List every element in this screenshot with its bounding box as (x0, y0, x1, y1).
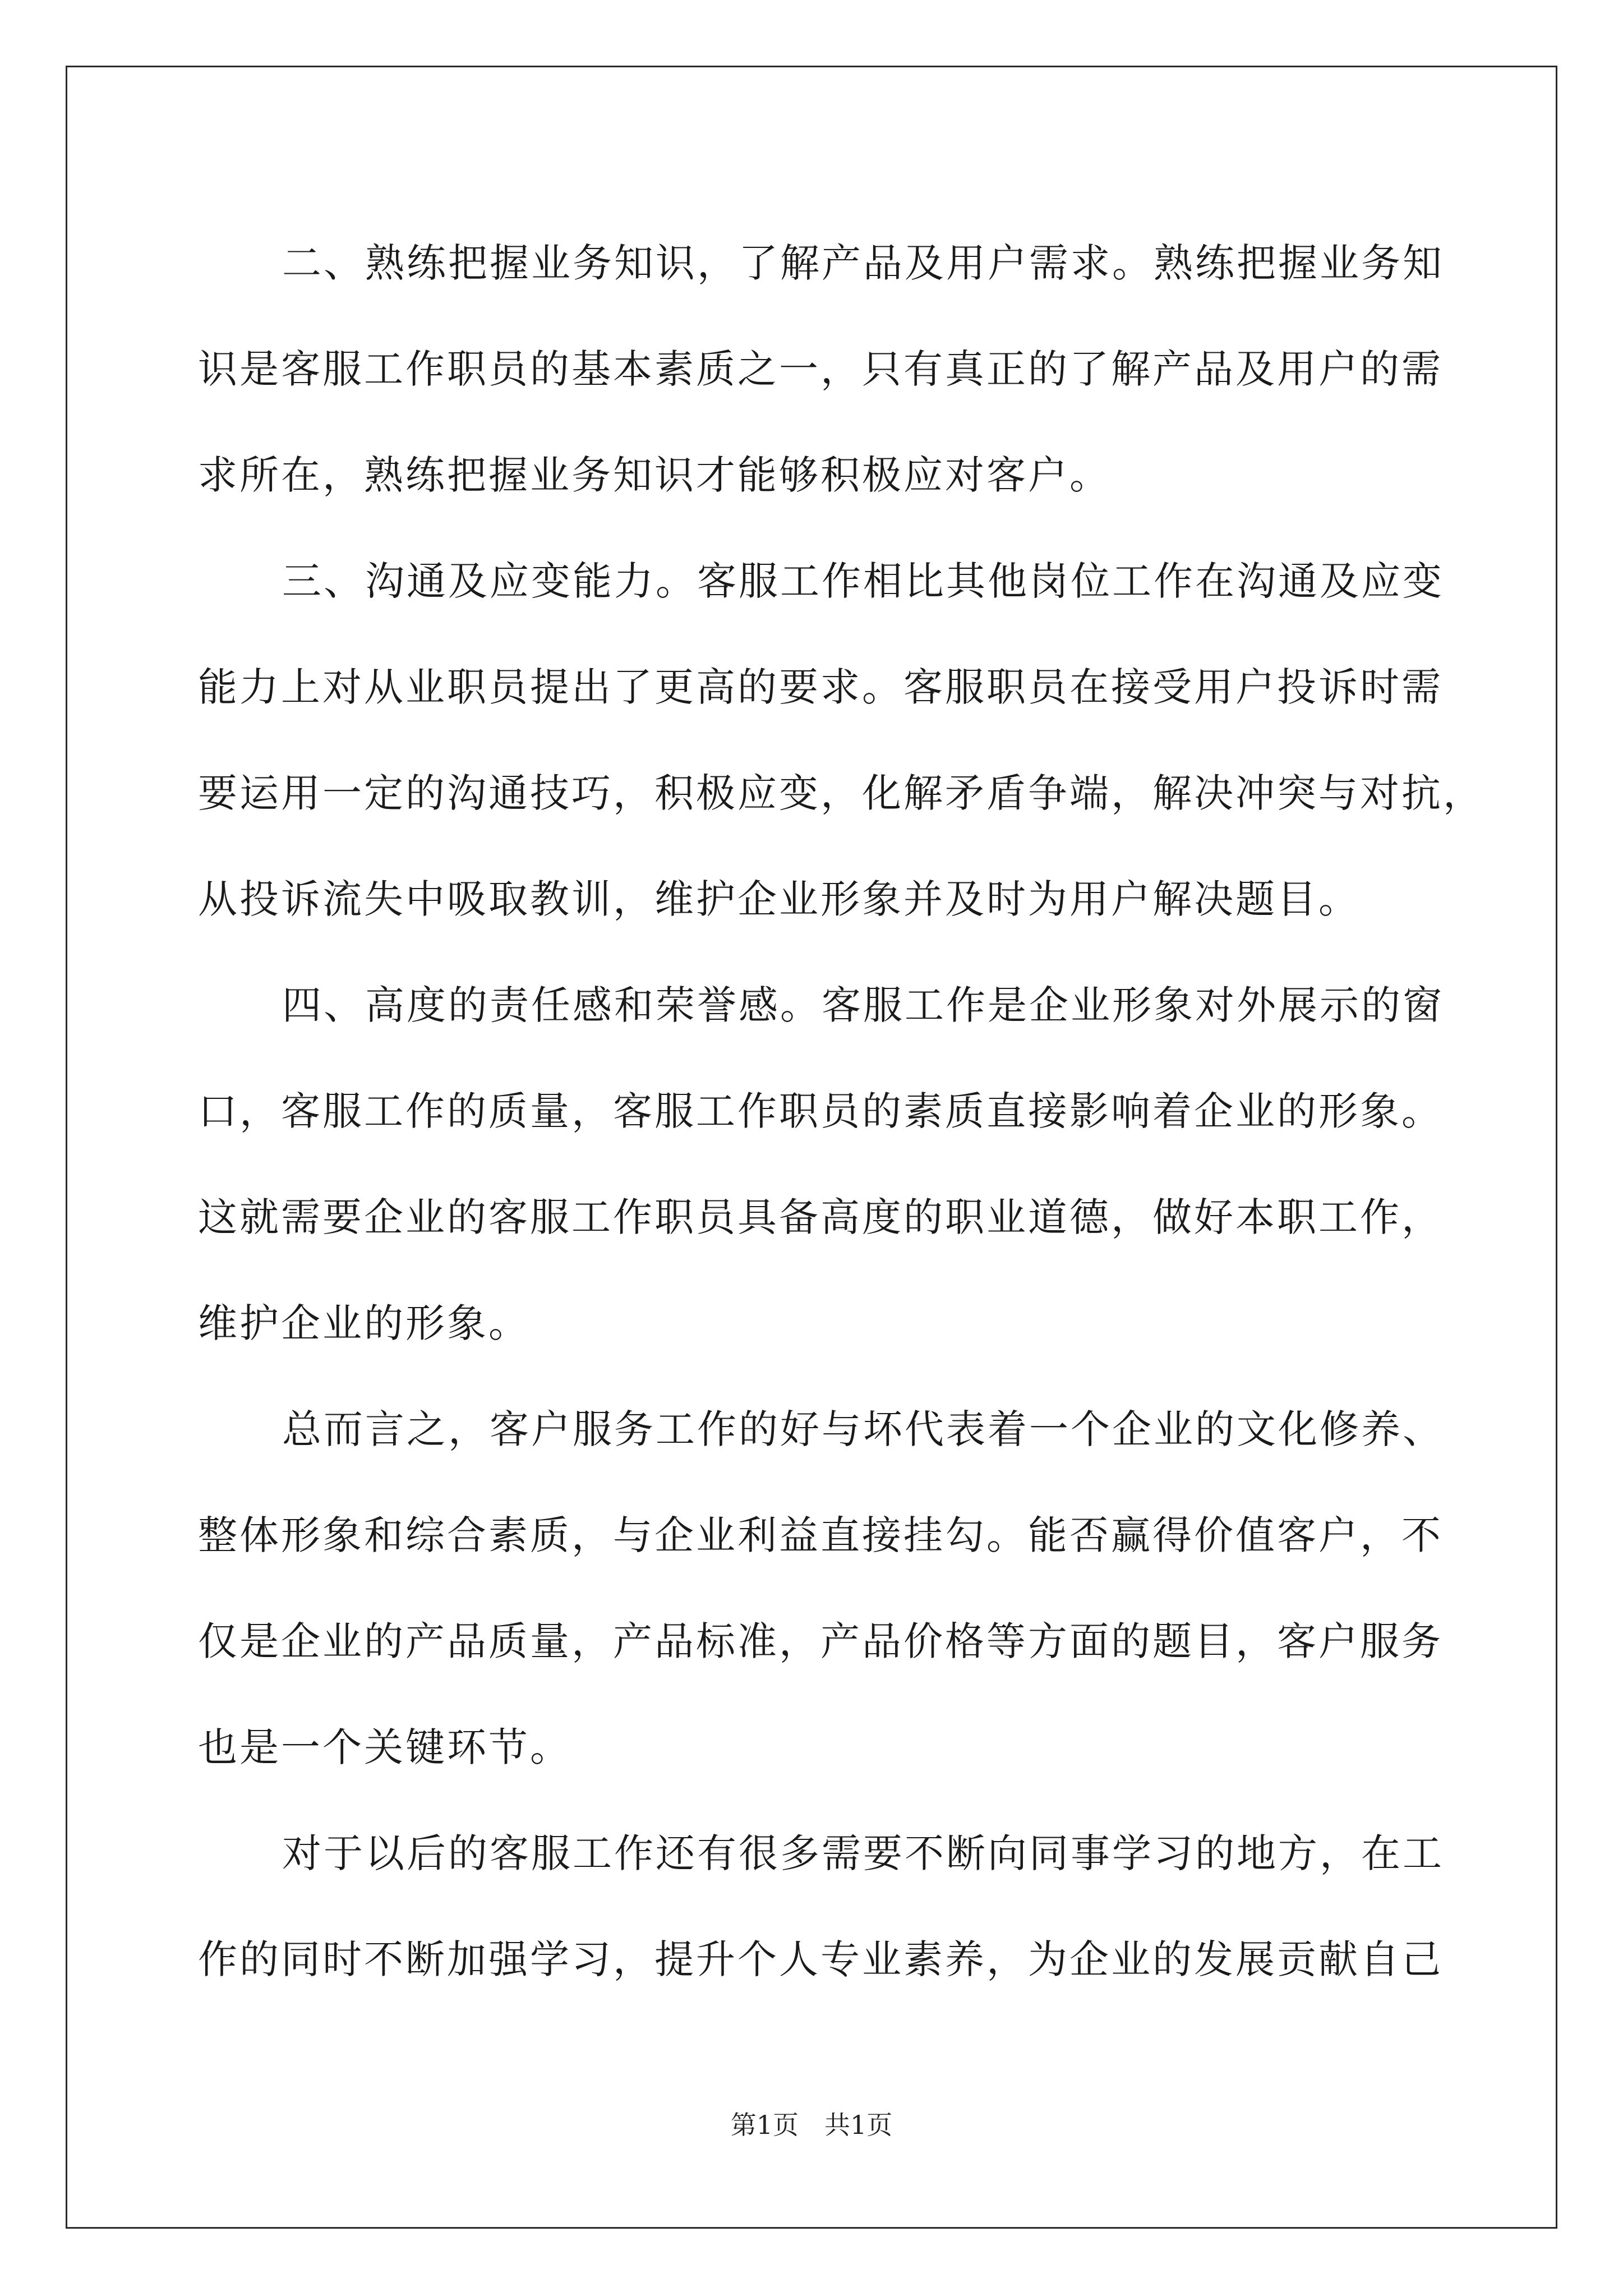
paragraph-line: 这就需要企业的客服工作职员具备高度的职业道德，做好本职工作， (198, 1194, 1443, 1240)
paragraph-future-work (198, 1801, 1444, 2013)
paragraph-line: 总而言之，客户服务工作的好与坏代表着一个企业的文化修养、 (282, 1406, 1444, 1452)
paragraph-communication (198, 528, 1484, 953)
paragraph-line: 二、熟练把握业务知识，了解产品及用户需求。熟练把握业务知 (282, 240, 1444, 286)
paragraph-line: 口，客服工作的质量，客服工作职员的素质直接影响着企业的形象。 (198, 1088, 1443, 1134)
paragraph-line: 仅是企业的产品质量，产品标准，产品价格等方面的题目，客户服务 (198, 1618, 1443, 1664)
paragraph-line: 三、沟通及应变能力。客服工作相比其他岗位工作在沟通及应变 (282, 558, 1444, 604)
paragraph-line: 能力上对从业职员提出了更高的要求。客服职员在接受用户投诉时需 (198, 664, 1443, 710)
paragraph-business-knowledge (198, 210, 1444, 528)
paragraph-line: 从投诉流失中吸取教训，维护企业形象并及时为用户解决题目。 (198, 876, 1360, 922)
paragraph-line: 识是客服工作职员的基本素质之一，只有真正的了解产品及用户的需 (198, 346, 1443, 392)
document-body (198, 210, 1484, 2013)
paragraph-line: 四、高度的责任感和荣誉感。客服工作是企业形象对外展示的窗 (282, 982, 1444, 1028)
paragraph-line: 要运用一定的沟通技巧，积极应变，化解矛盾争端，解决冲突与对抗， (198, 770, 1484, 816)
paragraph-summary (198, 1377, 1444, 1801)
paragraph-line: 作的同时不断加强学习，提升个人专业素养，为企业的发展贡献自己 (198, 1936, 1443, 1982)
paragraph-line: 整体形象和综合素质，与企业利益直接挂勾。能否赢得价值客户，不 (198, 1512, 1443, 1558)
paragraph-line: 维护企业的形象。 (198, 1300, 530, 1346)
paragraph-line: 也是一个关键环节。 (198, 1724, 571, 1770)
paragraph-line: 对于以后的客服工作还有很多需要不断向同事学习的地方，在工 (282, 1830, 1444, 1876)
paragraph-line: 求所在，熟练把握业务知识才能够积极应对客户。 (198, 452, 1111, 498)
page-number-footer: 第1页 共1页 (730, 2110, 893, 2140)
paragraph-responsibility (198, 953, 1444, 1377)
